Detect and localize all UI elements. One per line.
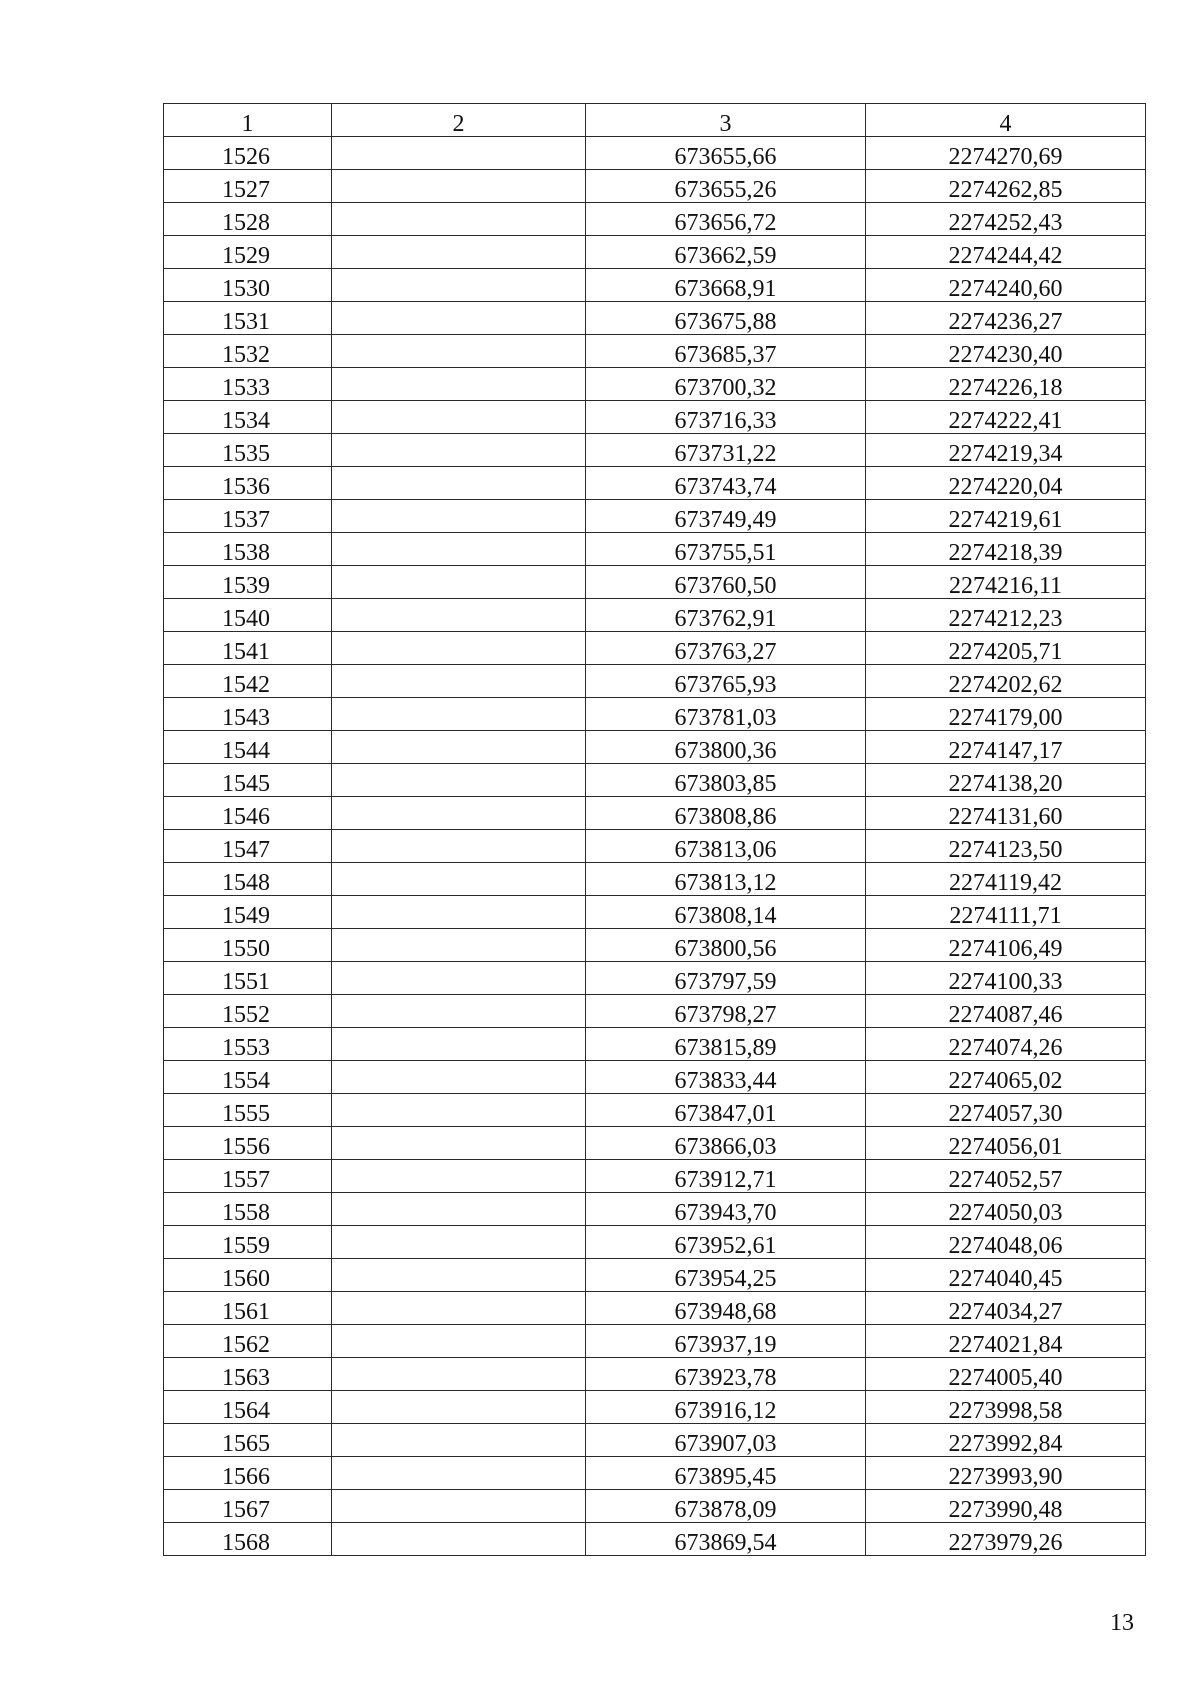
x-coordinate-cell: 673760,50 xyxy=(586,566,866,599)
empty-cell xyxy=(332,797,586,830)
x-coordinate-cell: 673803,85 xyxy=(586,764,866,797)
table-row xyxy=(164,533,1146,566)
table-row xyxy=(164,1292,1146,1325)
x-coordinate-cell: 673656,72 xyxy=(586,203,866,236)
y-coordinate-cell: 2274147,17 xyxy=(866,731,1146,764)
x-coordinate-cell: 673668,91 xyxy=(586,269,866,302)
empty-cell xyxy=(332,533,586,566)
table-row xyxy=(164,236,1146,269)
y-coordinate-cell: 2274218,39 xyxy=(866,533,1146,566)
column-header-2: 2 xyxy=(332,104,586,137)
y-coordinate-cell: 2274262,85 xyxy=(866,170,1146,203)
x-coordinate-cell: 673907,03 xyxy=(586,1424,866,1457)
column-header-1: 1 xyxy=(164,104,332,137)
y-coordinate-cell: 2274106,49 xyxy=(866,929,1146,962)
point-number-cell: 1548 xyxy=(164,863,332,896)
table-row xyxy=(164,566,1146,599)
x-coordinate-cell: 673813,06 xyxy=(586,830,866,863)
table-row xyxy=(164,731,1146,764)
point-number-cell: 1541 xyxy=(164,632,332,665)
point-number-cell: 1556 xyxy=(164,1127,332,1160)
point-number-cell: 1557 xyxy=(164,1160,332,1193)
point-number-cell: 1528 xyxy=(164,203,332,236)
point-number-cell: 1526 xyxy=(164,137,332,170)
y-coordinate-cell: 2274056,01 xyxy=(866,1127,1146,1160)
table-row xyxy=(164,1490,1146,1523)
table-row xyxy=(164,1325,1146,1358)
x-coordinate-cell: 673685,37 xyxy=(586,335,866,368)
x-coordinate-cell: 673866,03 xyxy=(586,1127,866,1160)
point-number-cell: 1560 xyxy=(164,1259,332,1292)
x-coordinate-cell: 673762,91 xyxy=(586,599,866,632)
empty-cell xyxy=(332,1160,586,1193)
x-coordinate-cell: 673954,25 xyxy=(586,1259,866,1292)
empty-cell xyxy=(332,1292,586,1325)
x-coordinate-cell: 673655,66 xyxy=(586,137,866,170)
table-header xyxy=(164,104,1146,137)
table-row xyxy=(164,467,1146,500)
table-row xyxy=(164,401,1146,434)
y-coordinate-cell: 2274005,40 xyxy=(866,1358,1146,1391)
empty-cell xyxy=(332,170,586,203)
x-coordinate-cell: 673808,86 xyxy=(586,797,866,830)
empty-cell xyxy=(332,830,586,863)
x-coordinate-cell: 673815,89 xyxy=(586,1028,866,1061)
empty-cell xyxy=(332,236,586,269)
y-coordinate-cell: 2274216,11 xyxy=(866,566,1146,599)
y-coordinate-cell: 2274050,03 xyxy=(866,1193,1146,1226)
empty-cell xyxy=(332,962,586,995)
point-number-cell: 1540 xyxy=(164,599,332,632)
y-coordinate-cell: 2274119,42 xyxy=(866,863,1146,896)
y-coordinate-cell: 2274123,50 xyxy=(866,830,1146,863)
column-header-3: 3 xyxy=(586,104,866,137)
point-number-cell: 1568 xyxy=(164,1523,332,1556)
table-row xyxy=(164,665,1146,698)
empty-cell xyxy=(332,566,586,599)
table-row xyxy=(164,203,1146,236)
empty-cell xyxy=(332,269,586,302)
y-coordinate-cell: 2274219,34 xyxy=(866,434,1146,467)
y-coordinate-cell: 2274074,26 xyxy=(866,1028,1146,1061)
point-number-cell: 1530 xyxy=(164,269,332,302)
y-coordinate-cell: 2274230,40 xyxy=(866,335,1146,368)
x-coordinate-cell: 673943,70 xyxy=(586,1193,866,1226)
y-coordinate-cell: 2274244,42 xyxy=(866,236,1146,269)
x-coordinate-cell: 673662,59 xyxy=(586,236,866,269)
point-number-cell: 1542 xyxy=(164,665,332,698)
x-coordinate-cell: 673800,36 xyxy=(586,731,866,764)
y-coordinate-cell: 2274021,84 xyxy=(866,1325,1146,1358)
x-coordinate-cell: 673869,54 xyxy=(586,1523,866,1556)
empty-cell xyxy=(332,764,586,797)
x-coordinate-cell: 673813,12 xyxy=(586,863,866,896)
point-number-cell: 1565 xyxy=(164,1424,332,1457)
y-coordinate-cell: 2274220,04 xyxy=(866,467,1146,500)
point-number-cell: 1558 xyxy=(164,1193,332,1226)
table-row xyxy=(164,1094,1146,1127)
y-coordinate-cell: 2274240,60 xyxy=(866,269,1146,302)
y-coordinate-cell: 2274048,06 xyxy=(866,1226,1146,1259)
x-coordinate-cell: 673655,26 xyxy=(586,170,866,203)
y-coordinate-cell: 2274131,60 xyxy=(866,797,1146,830)
point-number-cell: 1567 xyxy=(164,1490,332,1523)
empty-cell xyxy=(332,1424,586,1457)
point-number-cell: 1531 xyxy=(164,302,332,335)
x-coordinate-cell: 673937,19 xyxy=(586,1325,866,1358)
point-number-cell: 1562 xyxy=(164,1325,332,1358)
point-number-cell: 1544 xyxy=(164,731,332,764)
y-coordinate-cell: 2274111,71 xyxy=(866,896,1146,929)
empty-cell xyxy=(332,500,586,533)
header-row xyxy=(164,104,1146,137)
point-number-cell: 1527 xyxy=(164,170,332,203)
point-number-cell: 1529 xyxy=(164,236,332,269)
y-coordinate-cell: 2273993,90 xyxy=(866,1457,1146,1490)
table-row xyxy=(164,863,1146,896)
table-row xyxy=(164,269,1146,302)
table-row xyxy=(164,698,1146,731)
empty-cell xyxy=(332,896,586,929)
table-row xyxy=(164,1127,1146,1160)
x-coordinate-cell: 673749,49 xyxy=(586,500,866,533)
x-coordinate-cell: 673895,45 xyxy=(586,1457,866,1490)
empty-cell xyxy=(332,1490,586,1523)
empty-cell xyxy=(332,632,586,665)
point-number-cell: 1532 xyxy=(164,335,332,368)
empty-cell xyxy=(332,1061,586,1094)
x-coordinate-cell: 673755,51 xyxy=(586,533,866,566)
page-number: 13 xyxy=(1110,1610,1134,1636)
empty-cell xyxy=(332,137,586,170)
x-coordinate-cell: 673923,78 xyxy=(586,1358,866,1391)
empty-cell xyxy=(332,1193,586,1226)
point-number-cell: 1551 xyxy=(164,962,332,995)
x-coordinate-cell: 673731,22 xyxy=(586,434,866,467)
empty-cell xyxy=(332,599,586,632)
point-number-cell: 1552 xyxy=(164,995,332,1028)
y-coordinate-cell: 2274202,62 xyxy=(866,665,1146,698)
empty-cell xyxy=(332,1358,586,1391)
table-row xyxy=(164,137,1146,170)
x-coordinate-cell: 673912,71 xyxy=(586,1160,866,1193)
point-number-cell: 1554 xyxy=(164,1061,332,1094)
table-row xyxy=(164,896,1146,929)
table-row xyxy=(164,1259,1146,1292)
x-coordinate-cell: 673878,09 xyxy=(586,1490,866,1523)
point-number-cell: 1547 xyxy=(164,830,332,863)
empty-cell xyxy=(332,467,586,500)
coordinates-table xyxy=(163,103,1146,1556)
y-coordinate-cell: 2274100,33 xyxy=(866,962,1146,995)
point-number-cell: 1550 xyxy=(164,929,332,962)
x-coordinate-cell: 673798,27 xyxy=(586,995,866,1028)
y-coordinate-cell: 2273992,84 xyxy=(866,1424,1146,1457)
empty-cell xyxy=(332,863,586,896)
empty-cell xyxy=(332,1094,586,1127)
empty-cell xyxy=(332,929,586,962)
empty-cell xyxy=(332,368,586,401)
y-coordinate-cell: 2274236,27 xyxy=(866,302,1146,335)
empty-cell xyxy=(332,1523,586,1556)
y-coordinate-cell: 2274052,57 xyxy=(866,1160,1146,1193)
x-coordinate-cell: 673833,44 xyxy=(586,1061,866,1094)
y-coordinate-cell: 2274179,00 xyxy=(866,698,1146,731)
x-coordinate-cell: 673675,88 xyxy=(586,302,866,335)
y-coordinate-cell: 2274219,61 xyxy=(866,500,1146,533)
table-row xyxy=(164,170,1146,203)
x-coordinate-cell: 673808,14 xyxy=(586,896,866,929)
point-number-cell: 1535 xyxy=(164,434,332,467)
x-coordinate-cell: 673916,12 xyxy=(586,1391,866,1424)
empty-cell xyxy=(332,1127,586,1160)
table-row xyxy=(164,1424,1146,1457)
y-coordinate-cell: 2274034,27 xyxy=(866,1292,1146,1325)
table-row xyxy=(164,764,1146,797)
table-row xyxy=(164,929,1146,962)
x-coordinate-cell: 673781,03 xyxy=(586,698,866,731)
x-coordinate-cell: 673716,33 xyxy=(586,401,866,434)
empty-cell xyxy=(332,335,586,368)
table-row xyxy=(164,1457,1146,1490)
empty-cell xyxy=(332,1028,586,1061)
empty-cell xyxy=(332,995,586,1028)
point-number-cell: 1559 xyxy=(164,1226,332,1259)
x-coordinate-cell: 673743,74 xyxy=(586,467,866,500)
point-number-cell: 1549 xyxy=(164,896,332,929)
point-number-cell: 1537 xyxy=(164,500,332,533)
y-coordinate-cell: 2273979,26 xyxy=(866,1523,1146,1556)
table-row xyxy=(164,1028,1146,1061)
table-row xyxy=(164,1193,1146,1226)
x-coordinate-cell: 673765,93 xyxy=(586,665,866,698)
table-row xyxy=(164,368,1146,401)
point-number-cell: 1545 xyxy=(164,764,332,797)
table-row xyxy=(164,995,1146,1028)
y-coordinate-cell: 2274252,43 xyxy=(866,203,1146,236)
table-row xyxy=(164,1226,1146,1259)
table-row xyxy=(164,1358,1146,1391)
column-header-4: 4 xyxy=(866,104,1146,137)
x-coordinate-cell: 673847,01 xyxy=(586,1094,866,1127)
point-number-cell: 1563 xyxy=(164,1358,332,1391)
empty-cell xyxy=(332,665,586,698)
table-row xyxy=(164,1523,1146,1556)
table-row xyxy=(164,1160,1146,1193)
y-coordinate-cell: 2274212,23 xyxy=(866,599,1146,632)
table-row xyxy=(164,830,1146,863)
x-coordinate-cell: 673763,27 xyxy=(586,632,866,665)
y-coordinate-cell: 2274226,18 xyxy=(866,368,1146,401)
table-row xyxy=(164,797,1146,830)
empty-cell xyxy=(332,1325,586,1358)
point-number-cell: 1555 xyxy=(164,1094,332,1127)
point-number-cell: 1539 xyxy=(164,566,332,599)
y-coordinate-cell: 2274087,46 xyxy=(866,995,1146,1028)
point-number-cell: 1553 xyxy=(164,1028,332,1061)
point-number-cell: 1561 xyxy=(164,1292,332,1325)
table-row xyxy=(164,962,1146,995)
point-number-cell: 1543 xyxy=(164,698,332,731)
point-number-cell: 1538 xyxy=(164,533,332,566)
empty-cell xyxy=(332,401,586,434)
empty-cell xyxy=(332,302,586,335)
point-number-cell: 1533 xyxy=(164,368,332,401)
point-number-cell: 1536 xyxy=(164,467,332,500)
empty-cell xyxy=(332,698,586,731)
y-coordinate-cell: 2274138,20 xyxy=(866,764,1146,797)
y-coordinate-cell: 2274205,71 xyxy=(866,632,1146,665)
empty-cell xyxy=(332,434,586,467)
table-row xyxy=(164,335,1146,368)
y-coordinate-cell: 2274040,45 xyxy=(866,1259,1146,1292)
point-number-cell: 1566 xyxy=(164,1457,332,1490)
table-row xyxy=(164,1061,1146,1094)
empty-cell xyxy=(332,203,586,236)
y-coordinate-cell: 2273990,48 xyxy=(866,1490,1146,1523)
empty-cell xyxy=(332,1391,586,1424)
x-coordinate-cell: 673952,61 xyxy=(586,1226,866,1259)
x-coordinate-cell: 673948,68 xyxy=(586,1292,866,1325)
table-row xyxy=(164,1391,1146,1424)
empty-cell xyxy=(332,1457,586,1490)
point-number-cell: 1546 xyxy=(164,797,332,830)
table-row xyxy=(164,632,1146,665)
table-row xyxy=(164,434,1146,467)
table-row xyxy=(164,302,1146,335)
x-coordinate-cell: 673797,59 xyxy=(586,962,866,995)
table-row xyxy=(164,599,1146,632)
empty-cell xyxy=(332,1226,586,1259)
y-coordinate-cell: 2273998,58 xyxy=(866,1391,1146,1424)
point-number-cell: 1534 xyxy=(164,401,332,434)
y-coordinate-cell: 2274270,69 xyxy=(866,137,1146,170)
y-coordinate-cell: 2274057,30 xyxy=(866,1094,1146,1127)
x-coordinate-cell: 673800,56 xyxy=(586,929,866,962)
x-coordinate-cell: 673700,32 xyxy=(586,368,866,401)
y-coordinate-cell: 2274222,41 xyxy=(866,401,1146,434)
table-body xyxy=(164,137,1146,1556)
empty-cell xyxy=(332,1259,586,1292)
empty-cell xyxy=(332,731,586,764)
y-coordinate-cell: 2274065,02 xyxy=(866,1061,1146,1094)
table-row xyxy=(164,500,1146,533)
point-number-cell: 1564 xyxy=(164,1391,332,1424)
